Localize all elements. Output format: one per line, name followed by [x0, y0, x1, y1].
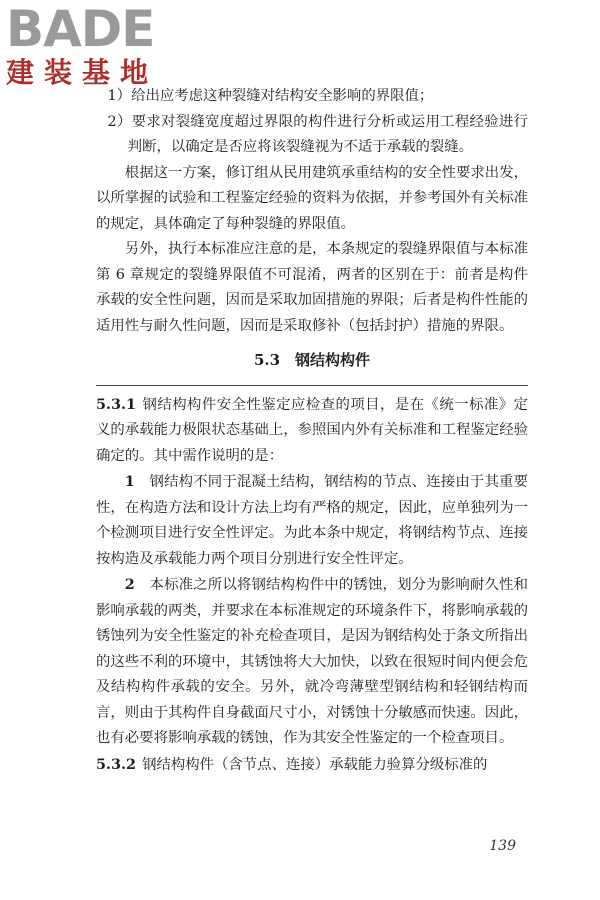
page-content: [96, 84, 528, 778]
logo-chinese-text: 建装基地: [6, 56, 159, 89]
paragraph-2: 另外，执行本标准应注意的是，本条规定的裂缝界限值与本标准第 6 章规定的裂缝界限值不可混淆，两者的区别在于：前者是构件承载的安全性问题，因而是采取加固措施的界限；后者是构件性能的适用性与耐久性问题，因而是采取修补（包括封护）措施的界限。: [96, 241, 528, 334]
list-item-2: [96, 110, 528, 161]
clause-5-3-2-number: 5.3.2: [96, 755, 137, 773]
brand-logo: [6, 2, 158, 88]
point-2-number: 2: [124, 576, 135, 593]
list-item-1-text: 给出应考虑这种裂缝对结构安全影响的界限值；: [131, 88, 434, 104]
point-1: [96, 469, 528, 572]
point-1-text: 钢结构不同于混凝土结构，钢结构的节点、连接由于其重要性，在构造方法和设计方法上均有严格的规定，因此，应单独列为一个检测项目进行安全性评定。为此本条中规定，将钢结构节点、连接按构造及承载能力两个项目分别进行安全性评定。: [96, 474, 528, 567]
page-number: 139: [489, 838, 516, 854]
clause-5-3-1: [96, 392, 528, 470]
list-item-2-text: 要求对裂缝宽度超过界限的构件进行分析或运用工程经验进行判断，以确定是否应将该裂缝视为不适于承载的裂缝。: [127, 113, 528, 155]
clause-5-3-1-text: 钢结构构件安全性鉴定应检查的项目，是在《统一标准》定义的承载能力极限状态基础上，参照国内外有关标准和工程鉴定经验确定的。其中需作说明的是：: [96, 396, 528, 464]
list-item-1: [96, 84, 528, 110]
clause-5-3-1-number: 5.3.1: [96, 395, 137, 413]
clause-5-3-2-text: 钢结构构件（含节点、连接）承载能力验算分级标准的: [142, 756, 488, 773]
section-title: 5.3 钢结构构件: [253, 351, 371, 369]
clause-5-3-2: [96, 752, 528, 779]
point-2: [96, 572, 528, 752]
list-item-2-number: 2）: [107, 113, 132, 130]
section-divider: [96, 385, 528, 386]
point-1-number: 1: [124, 473, 135, 490]
list-item-1-number: 1）: [107, 88, 132, 104]
point-2-text: 本标准之所以将钢结构构件中的锈蚀，划分为影响耐久性和影响承载的两类，并要求在本标准规定的环境条件下，将影响承载的锈蚀列为安全性鉴定的补充检查项目，是因为钢结构处于条文所指出的这些不利的环境中，其锈蚀将大大加快，以致在很短时间内便会危及结构构件承载的安全。另外，就冷弯薄壁型钢结构和轻钢结构而言，则由于其构件自身截面尺寸小，对锈蚀十分敏感而快速。因此，也有必要将影响承载的锈蚀，作为其安全性鉴定的一个检查项目。: [96, 577, 528, 746]
paragraph-1: 根据这一方案，修订组从民用建筑承重结构的安全性要求出发，以所掌握的试验和工程鉴定经验的资料为依据，并参考国外有关标准的规定，具体确定了每种裂缝的界限值。: [96, 164, 528, 232]
logo-latin-text: BADE: [6, 0, 155, 58]
